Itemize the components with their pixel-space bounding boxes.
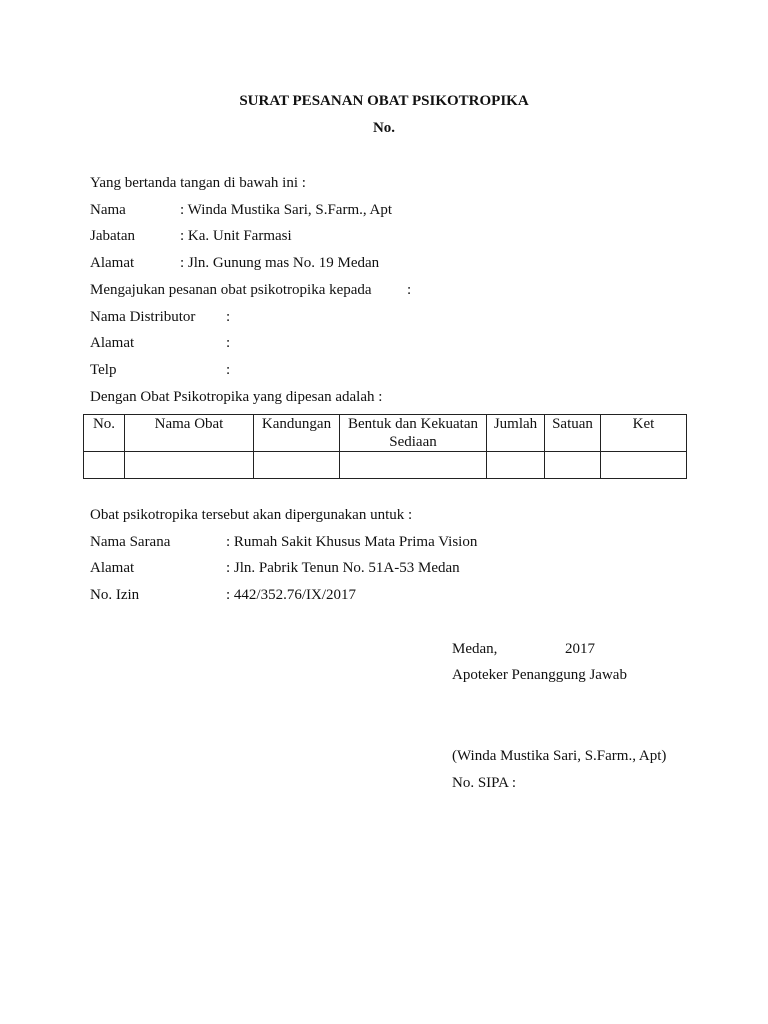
signature-year: 2017 <box>565 641 595 657</box>
signer-intro: Yang bertanda tangan di bawah ini : <box>90 175 306 191</box>
column-header-unit: Satuan <box>545 415 601 452</box>
column-header-note: Ket <box>601 415 687 452</box>
signature-sipa: No. SIPA : <box>452 775 517 791</box>
signature-role: Apoteker Penanggung Jawab <box>452 667 627 683</box>
table-cell <box>254 452 340 479</box>
permit-number-value: : 442/352.76/IX/2017 <box>226 587 356 603</box>
signer-name-label: Nama <box>90 202 126 218</box>
signer-position-row <box>90 227 292 245</box>
distributor-phone-row <box>90 361 230 379</box>
signature-place: Medan, <box>452 641 498 657</box>
table-cell <box>84 452 125 479</box>
permit-number-label: No. Izin <box>90 587 140 603</box>
facility-name-row <box>90 533 477 551</box>
signer-name-value: : Winda Mustika Sari, S.Farm., Apt <box>180 202 393 218</box>
signer-address-value: : Jln. Gunung mas No. 19 Medan <box>180 255 380 271</box>
document-number-label: No. <box>372 120 396 136</box>
signature-place-date-row <box>452 640 595 658</box>
facility-name-value: : Rumah Sakit Khusus Mata Prima Vision <box>226 534 478 550</box>
table-header-row <box>84 415 687 452</box>
facility-name-label: Nama Sarana <box>90 534 171 550</box>
usage-intro: Obat psikotropika tersebut akan dipergunakan untuk : <box>90 507 413 523</box>
order-table <box>83 414 687 479</box>
permit-number-row <box>90 586 356 604</box>
column-header-no: No. <box>84 415 125 452</box>
facility-address-row <box>90 559 460 577</box>
table-cell <box>601 452 687 479</box>
distributor-address-label: Alamat <box>90 335 135 351</box>
signer-position-label: Jabatan <box>90 228 135 244</box>
signer-name-row <box>90 201 392 219</box>
table-cell <box>125 452 254 479</box>
signer-address-row <box>90 254 379 272</box>
table-cell <box>545 452 601 479</box>
distributor-phone-value: : <box>226 362 231 378</box>
distributor-intro: Mengajukan pesanan obat psikotropika kepada <box>90 282 372 298</box>
column-header-form-strength: Bentuk dan Kekuatan Sediaan <box>340 415 487 452</box>
signer-position-value: : Ka. Unit Farmasi <box>180 228 292 244</box>
signer-address-label: Alamat <box>90 255 135 271</box>
distributor-phone-label: Telp <box>90 362 117 378</box>
distributor-name-row <box>90 308 230 326</box>
column-header-content: Kandungan <box>254 415 340 452</box>
signature-name: (Winda Mustika Sari, S.Farm., Apt) <box>452 748 667 764</box>
distributor-name-value: : <box>226 309 231 325</box>
distributor-intro-colon: : <box>407 282 412 298</box>
distributor-address-value: : <box>226 335 231 351</box>
order-intro: Dengan Obat Psikotropika yang dipesan adalah : <box>90 389 383 405</box>
column-header-quantity: Jumlah <box>487 415 545 452</box>
table-cell <box>340 452 487 479</box>
document-title: SURAT PESANAN OBAT PSIKOTROPIKA <box>239 93 529 109</box>
table-cell <box>487 452 545 479</box>
facility-address-label: Alamat <box>90 560 135 576</box>
column-header-drug-name: Nama Obat <box>125 415 254 452</box>
distributor-intro-row <box>90 281 411 299</box>
distributor-address-row <box>90 334 230 352</box>
table-row <box>84 452 687 479</box>
distributor-name-label: Nama Distributor <box>90 309 196 325</box>
facility-address-value: : Jln. Pabrik Tenun No. 51A-53 Medan <box>226 560 460 576</box>
